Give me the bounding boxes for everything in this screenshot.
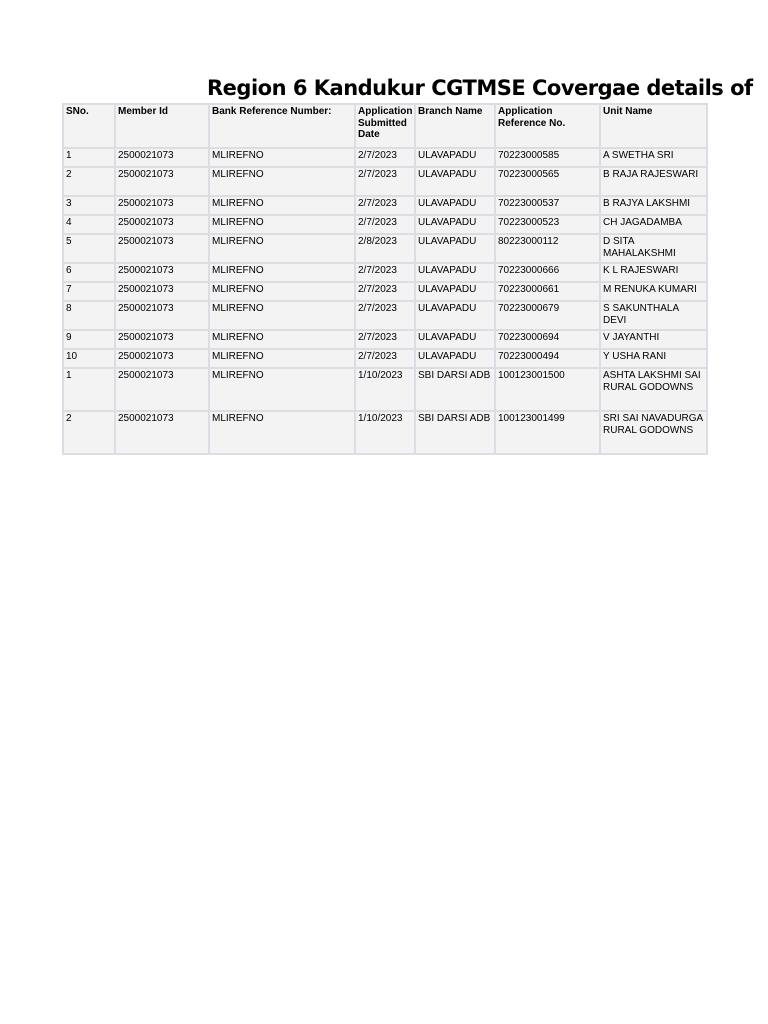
cell-application-reference: 70223000565 <box>495 167 600 196</box>
table-row <box>63 148 707 167</box>
cell-branch-name: ULAVAPADU <box>415 330 495 349</box>
cell-application-reference: 100123001500 <box>495 368 600 411</box>
cell-unit-name: A SWETHA SRI <box>600 148 707 167</box>
document-title: Region 6 Kandukur CGTMSE Covergae details of <box>207 76 753 100</box>
cell-bank-reference: MLIREFNO <box>209 301 355 330</box>
cell-branch-name: SBI DARSI ADB <box>415 368 495 411</box>
cell-application-date: 2/7/2023 <box>355 330 415 349</box>
cell-application-date: 2/7/2023 <box>355 196 415 215</box>
table-row <box>63 368 707 411</box>
cell-sno: 3 <box>63 196 115 215</box>
header-member-id: Member Id <box>115 104 209 148</box>
cell-application-reference: 70223000494 <box>495 349 600 368</box>
cell-branch-name: ULAVAPADU <box>415 148 495 167</box>
cell-bank-reference: MLIREFNO <box>209 234 355 263</box>
cell-member-id: 2500021073 <box>115 330 209 349</box>
cell-bank-reference: MLIREFNO <box>209 148 355 167</box>
cell-bank-reference: MLIREFNO <box>209 330 355 349</box>
cell-bank-reference: MLIREFNO <box>209 196 355 215</box>
header-sno: SNo. <box>63 104 115 148</box>
table-row <box>63 411 707 454</box>
cell-unit-name: SRI SAI NAVADURGA RURAL GODOWNS <box>600 411 707 454</box>
table-header-row <box>63 104 707 148</box>
cell-application-reference: 100123001499 <box>495 411 600 454</box>
cell-bank-reference: MLIREFNO <box>209 263 355 282</box>
table-row <box>63 263 707 282</box>
table-row <box>63 196 707 215</box>
cell-unit-name: S SAKUNTHALA DEVI <box>600 301 707 330</box>
cell-sno: 9 <box>63 330 115 349</box>
table-row <box>63 330 707 349</box>
cell-application-reference: 70223000679 <box>495 301 600 330</box>
cell-unit-name: M RENUKA KUMARI <box>600 282 707 301</box>
cell-unit-name: V JAYANTHI <box>600 330 707 349</box>
cell-member-id: 2500021073 <box>115 148 209 167</box>
cell-member-id: 2500021073 <box>115 215 209 234</box>
cell-unit-name: B RAJA RAJESWARI <box>600 167 707 196</box>
cell-unit-name: K L RAJESWARI <box>600 263 707 282</box>
cell-sno: 8 <box>63 301 115 330</box>
cell-sno: 2 <box>63 167 115 196</box>
cell-bank-reference: MLIREFNO <box>209 282 355 301</box>
cell-branch-name: ULAVAPADU <box>415 282 495 301</box>
cell-sno: 10 <box>63 349 115 368</box>
cell-application-reference: 70223000661 <box>495 282 600 301</box>
cell-branch-name: ULAVAPADU <box>415 215 495 234</box>
cell-application-reference: 70223000523 <box>495 215 600 234</box>
cell-member-id: 2500021073 <box>115 263 209 282</box>
cell-branch-name: ULAVAPADU <box>415 301 495 330</box>
table-row <box>63 282 707 301</box>
cell-unit-name: Y USHA RANI <box>600 349 707 368</box>
cell-sno: 1 <box>63 368 115 411</box>
cell-sno: 2 <box>63 411 115 454</box>
cell-application-date: 2/7/2023 <box>355 148 415 167</box>
cell-application-reference: 70223000694 <box>495 330 600 349</box>
cell-member-id: 2500021073 <box>115 349 209 368</box>
cell-sno: 7 <box>63 282 115 301</box>
header-bank-reference: Bank Reference Number: <box>209 104 355 148</box>
cell-application-reference: 70223000537 <box>495 196 600 215</box>
header-application-date: Application Submitted Date <box>355 104 415 148</box>
cell-member-id: 2500021073 <box>115 301 209 330</box>
cell-bank-reference: MLIREFNO <box>209 167 355 196</box>
cell-member-id: 2500021073 <box>115 196 209 215</box>
cell-member-id: 2500021073 <box>115 234 209 263</box>
table-row <box>63 349 707 368</box>
cell-application-date: 2/7/2023 <box>355 282 415 301</box>
cell-member-id: 2500021073 <box>115 167 209 196</box>
cell-application-date: 2/7/2023 <box>355 215 415 234</box>
cell-application-reference: 70223000666 <box>495 263 600 282</box>
cell-sno: 6 <box>63 263 115 282</box>
cell-sno: 5 <box>63 234 115 263</box>
table-row <box>63 167 707 196</box>
cell-branch-name: ULAVAPADU <box>415 234 495 263</box>
cell-branch-name: ULAVAPADU <box>415 263 495 282</box>
cell-bank-reference: MLIREFNO <box>209 215 355 234</box>
cell-sno: 4 <box>63 215 115 234</box>
table-row <box>63 215 707 234</box>
cell-branch-name: ULAVAPADU <box>415 349 495 368</box>
cell-application-reference: 70223000585 <box>495 148 600 167</box>
cell-application-date: 1/10/2023 <box>355 411 415 454</box>
cell-application-date: 2/7/2023 <box>355 301 415 330</box>
cell-member-id: 2500021073 <box>115 282 209 301</box>
cell-branch-name: ULAVAPADU <box>415 167 495 196</box>
coverage-table <box>62 103 708 455</box>
cell-unit-name: ASHTA LAKSHMI SAI RURAL GODOWNS <box>600 368 707 411</box>
cell-unit-name: CH JAGADAMBA <box>600 215 707 234</box>
header-unit-name: Unit Name <box>600 104 707 148</box>
cell-unit-name: D SITA MAHALAKSHMI <box>600 234 707 263</box>
cell-bank-reference: MLIREFNO <box>209 368 355 411</box>
cell-application-date: 2/7/2023 <box>355 349 415 368</box>
cell-application-date: 1/10/2023 <box>355 368 415 411</box>
table-row <box>63 234 707 263</box>
cell-bank-reference: MLIREFNO <box>209 349 355 368</box>
cell-branch-name: ULAVAPADU <box>415 196 495 215</box>
cell-member-id: 2500021073 <box>115 411 209 454</box>
cell-branch-name: SBI DARSI ADB <box>415 411 495 454</box>
header-application-reference: Application Reference No. <box>495 104 600 148</box>
cell-bank-reference: MLIREFNO <box>209 411 355 454</box>
table-row <box>63 301 707 330</box>
cell-application-date: 2/7/2023 <box>355 167 415 196</box>
cell-member-id: 2500021073 <box>115 368 209 411</box>
cell-unit-name: B RAJYA LAKSHMI <box>600 196 707 215</box>
cell-sno: 1 <box>63 148 115 167</box>
cell-application-date: 2/8/2023 <box>355 234 415 263</box>
cell-application-reference: 80223000112 <box>495 234 600 263</box>
cell-application-date: 2/7/2023 <box>355 263 415 282</box>
header-branch-name: Branch Name <box>415 104 495 148</box>
